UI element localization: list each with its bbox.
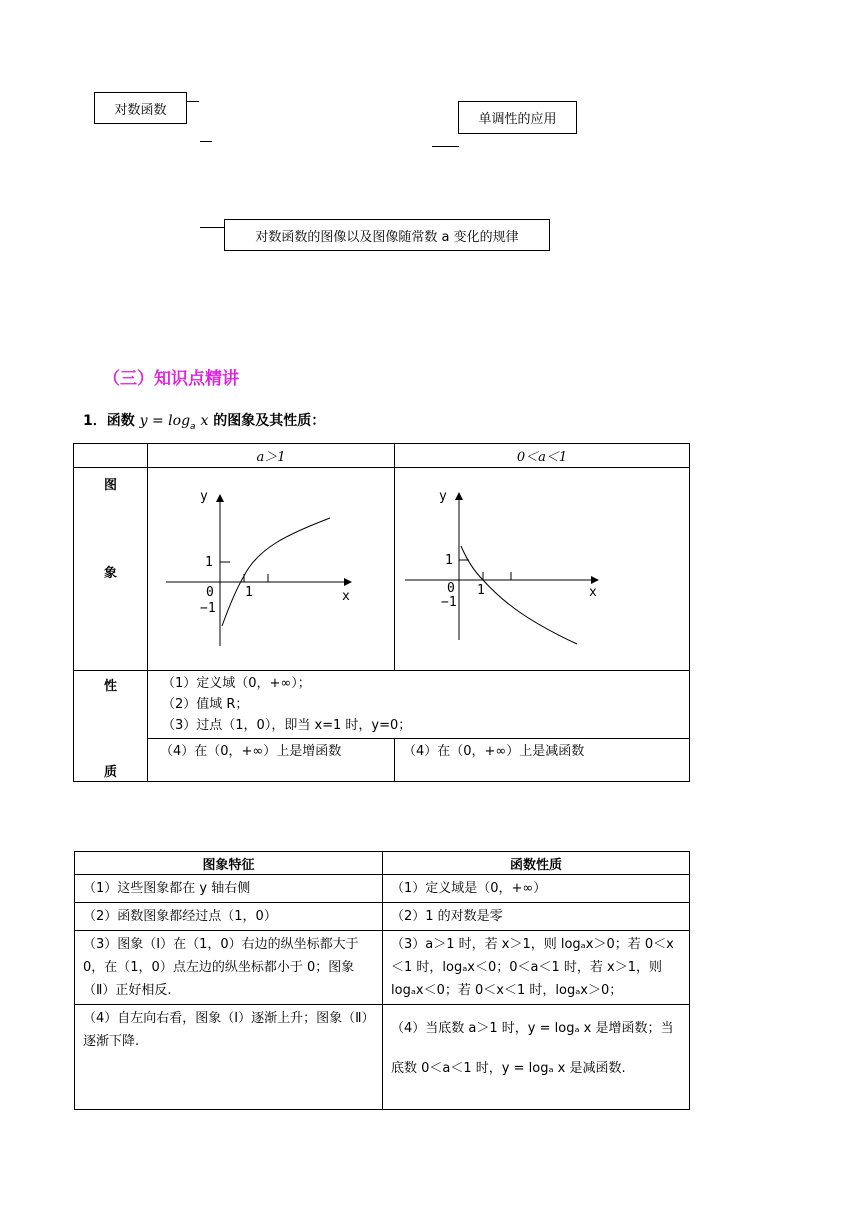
diagram-box-label: 对数函数 [114,102,167,118]
property-cell: （1）定义域是（0，+∞） [383,875,690,903]
header-a-gt-1: a＞1 [148,444,395,468]
property-decreasing: （4）在（0，+∞）上是减函数 [395,739,690,782]
tick-label-y1: 1 [205,555,213,570]
diagram-box-label: 对数函数的图像以及图像随常数 a 变化的规律 [255,229,519,245]
connector-line [200,141,212,142]
graph-cell-decreasing [395,468,690,671]
row-label-char: 象 [103,566,117,581]
item-title [83,410,325,432]
header-a-between-0-1: 0＜a＜1 [395,444,690,468]
origin-label: 0 [447,581,455,596]
graph-cell-increasing [148,468,395,671]
y-axis-arrow [455,492,463,500]
x-axis-arrow [344,578,352,586]
diagram-box-label: 单调性的应用 [478,112,557,127]
axis-label-x: x [342,589,350,604]
header-graph-features: 图象特征 [75,852,383,875]
corner-cell [74,444,148,468]
property-domain: （1）定义域（0，+∞）； [162,676,311,691]
formula-text: y = log [139,413,191,429]
row-label-graph [74,468,148,671]
tick-label-x1: 1 [245,585,253,600]
property-cell: （4）当底数 a＞1 时，y = logₐ x 是增函数；当底数 0＜a＜1 时，y = logₐ x 是减函数. [383,1005,690,1110]
origin-label: 0 [206,585,214,600]
feature-cell: （1）这些图象都在 y 轴右侧 [75,875,383,903]
increasing-log-graph [148,468,394,670]
header-function-properties: 函数性质 [383,852,690,875]
feature-cell: （2）函数图象都经过点（1，0） [75,903,383,931]
tick-label-neg1: −1 [441,595,457,610]
row-label-char: 图 [103,478,117,493]
property-point: （3）过点（1，0），即当 x=1 时，y=0； [162,718,412,733]
item-title-suffix: 的图象及其性质： [213,413,326,429]
connector-line [187,101,199,102]
row-label-char: 质 [103,765,117,780]
tick-label-x1: 1 [477,583,485,598]
item-title-prefix: 1．函数 [83,413,135,429]
shared-properties [148,671,690,739]
property-range: （2）值域 R； [162,697,249,712]
feature-cell: （4）自左向右看，图象（Ⅰ）逐渐上升；图象（Ⅱ）逐渐下降. [75,1005,383,1110]
connector-line [432,146,459,147]
diagram-box-monotonic-application [458,101,577,134]
property-cell: （2）1 的对数是零 [383,903,690,931]
axis-label-y: y [439,489,447,504]
tick-label-y1: 1 [445,553,453,568]
formula-variable: x [200,413,209,429]
row-label-char: 性 [103,679,117,694]
row-label-property [74,671,148,782]
decreasing-log-graph [395,468,689,670]
tick-label-neg1: −1 [200,601,216,616]
diagram-box-graph-variation [224,219,550,251]
diagram-box-logarithm-function [94,92,187,124]
y-axis-arrow [216,494,224,502]
formula-subscript: a [190,421,196,432]
x-axis-arrow [591,576,599,584]
feature-property-table [74,851,690,1110]
property-increasing: （4）在（0，+∞）上是增函数 [148,739,395,782]
axis-label-y: y [200,489,208,504]
connector-line [200,227,225,228]
log-function-graph-table [73,443,690,782]
feature-cell: （3）图象（Ⅰ）在（1，0）右边的纵坐标都大于 0，在（1，0）点左边的纵坐标都小于 0；图象（Ⅱ）正好相反. [75,931,383,1005]
property-cell: （3）a＞1 时，若 x＞1，则 logₐx＞0；若 0＜x＜1 时，logₐx＜0；0＜a＜1 时，若 x＞1，则 logₐx＜0；若 0＜x＜1 时，logₐx＞0； [383,931,690,1005]
increasing-curve [222,518,330,626]
axis-label-x: x [589,585,597,600]
section-title: （三）知识点精讲 [103,369,239,389]
